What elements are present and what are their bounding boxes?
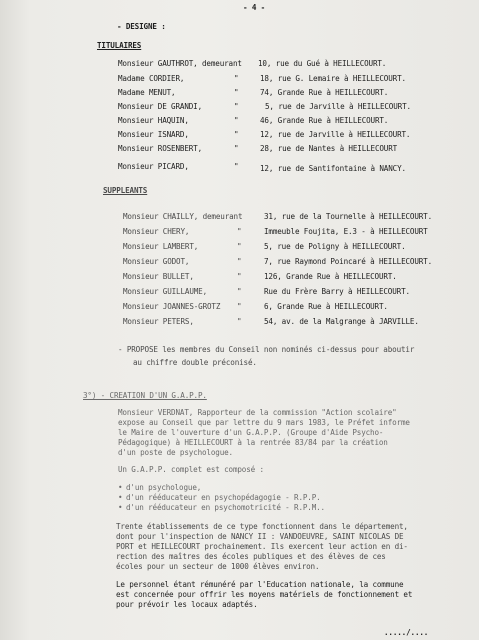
suppleants-heading: SUPPLEANTS — [103, 186, 148, 195]
member-name: Monsieur JOANNES-GROTZ — [123, 302, 221, 311]
ditto-mark: " — [234, 102, 239, 111]
page-number: - 4 - — [243, 3, 266, 12]
member-address: 5, rue de Jarville à HEILLECOURT. — [265, 102, 411, 111]
member-name: Monsieur ISNARD, — [118, 130, 189, 139]
member-address: 12, rue de Santifontaine à NANCY. — [260, 164, 406, 173]
ditto-mark: " — [237, 317, 242, 326]
list-item-text: d'un rééducateur en psychomotricité - R.P.M.. — [126, 503, 325, 512]
member-address: Immeuble Foujita, E.3 - à HEILLECOURT — [264, 227, 428, 236]
paragraph-line: est concernée pour offrir les moyens matériels de fonctionnement et — [116, 590, 413, 599]
continuation-mark: ...../.... — [384, 628, 429, 637]
member-name: Monsieur PETERS, — [123, 317, 194, 326]
list-item-text: d'un psychologue, — [126, 483, 202, 492]
titulaires-heading: TITULAIRES — [97, 41, 142, 50]
member-name: Monsieur GAUTHROT, demeurant — [118, 59, 242, 68]
member-address: 28, rue de Nantes à HEILLECOURT — [260, 144, 398, 153]
member-name: Madame MENUT, — [118, 88, 176, 97]
ditto-mark: " — [237, 257, 242, 266]
member-address: 74, Grande Rue à HEILLECOURT. — [260, 88, 389, 97]
bullet: • — [118, 503, 123, 512]
member-name: Monsieur CHAILLY, demeurant — [123, 212, 243, 221]
bullet: • — [118, 483, 123, 492]
member-address: 5, rue de Poligny à HEILLECOURT. — [264, 242, 406, 251]
ditto-mark: " — [237, 227, 242, 236]
paragraph-line: PORT et HEILLECOURT prochainement. Ils exercent leur action en di- — [116, 542, 408, 551]
ditto-mark: " — [234, 88, 239, 97]
paragraph-line: d'un poste de psychologue. — [118, 448, 233, 457]
member-address: 54, av. de la Malgrange à JARVILLE. — [264, 317, 419, 326]
member-name: Monsieur DE GRANDI, — [118, 102, 203, 111]
list-item-text: d'un rééducateur en psychopédagogie - R.P.P. — [126, 493, 321, 502]
ditto-mark: " — [237, 302, 242, 311]
member-address: Rue du Frère Barry à HEILLECOURT. — [264, 287, 410, 296]
section-heading: 3°) - CREATION D'UN G.A.P.P. — [83, 391, 207, 400]
member-address: 6, Grande Rue à HEILLECOURT. — [264, 302, 388, 311]
paragraph-line: Monsieur VERDNAT, Rapporteur de la commission "Action scolaire" — [118, 408, 397, 417]
ditto-mark: " — [234, 74, 239, 83]
member-address: 12, rue de Jarville à HEILLECOURT. — [260, 130, 411, 139]
member-name: Monsieur GODOT, — [123, 257, 190, 266]
paragraph-line: rection des maîtres des écoles publiques et des élèves de ces — [116, 552, 386, 561]
member-address: 10, rue du Gué à HEILLECOURT. — [258, 59, 387, 68]
member-address: 126, Grande Rue à HEILLECOURT. — [264, 272, 397, 281]
paragraph-line: - PROPOSE les membres du Conseil non nominés ci-dessus pour aboutir — [118, 345, 415, 354]
member-name: Monsieur ROSENBERT, — [118, 144, 203, 153]
paragraph-line: au chiffre double préconisé. — [133, 358, 257, 367]
paragraph-line: Trente établissements de ce type fonctionnent dans le département, — [116, 522, 408, 531]
member-name: Monsieur CHERY, — [123, 227, 190, 236]
designe-heading: - DESIGNE : — [117, 22, 166, 31]
composition-intro: Un G.A.P.P. complet est composé : — [118, 465, 264, 474]
bullet: • — [118, 493, 123, 502]
ditto-mark: " — [234, 130, 239, 139]
member-name: Monsieur GUILLAUME, — [123, 287, 208, 296]
paragraph-line: le Maire de l'ouverture d'un G.A.P.P. (Groupe d'Aide Psycho- — [118, 428, 384, 437]
ditto-mark: " — [237, 287, 242, 296]
member-address: 31, rue de la Tournelle à HEILLECOURT. — [264, 212, 433, 221]
member-address: 7, rue Raymond Poincaré à HEILLECOURT. — [264, 257, 433, 266]
member-name: Monsieur PICARD, — [118, 162, 189, 171]
member-name: Monsieur LAMBERT, — [123, 242, 199, 251]
member-address: 46, Grande Rue à HEILLECOURT. — [260, 116, 389, 125]
ditto-mark: " — [237, 272, 242, 281]
paragraph-line: écoles pour un secteur de 1000 élèves environ. — [116, 562, 320, 571]
member-name: Madame CORDIER, — [118, 74, 185, 83]
ditto-mark: " — [237, 242, 242, 251]
ditto-mark: " — [234, 144, 239, 153]
paragraph-line: expose au Conseil que par lettre du 9 mars 1983, le Préfet informe — [118, 418, 410, 427]
paragraph-line: dont pour l'inspection de NANCY II : VANDOEUVRE, SAINT NICOLAS DE — [116, 532, 404, 541]
paragraph-line: Pédagogique) à HEILLECOURT à la rentrée 83/84 par la création — [118, 438, 388, 447]
member-name: Monsieur HAQUIN, — [118, 116, 189, 125]
ditto-mark: " — [234, 162, 239, 171]
paragraph-line: pour prévoir les locaux adaptés. — [116, 600, 258, 609]
member-address: 18, rue G. Lemaire à HEILLECOURT. — [260, 74, 406, 83]
paragraph-line: Le personnel étant rémunéré par l'Education nationale, la commune — [116, 580, 404, 589]
member-name: Monsieur BULLET, — [123, 272, 194, 281]
ditto-mark: " — [234, 116, 239, 125]
